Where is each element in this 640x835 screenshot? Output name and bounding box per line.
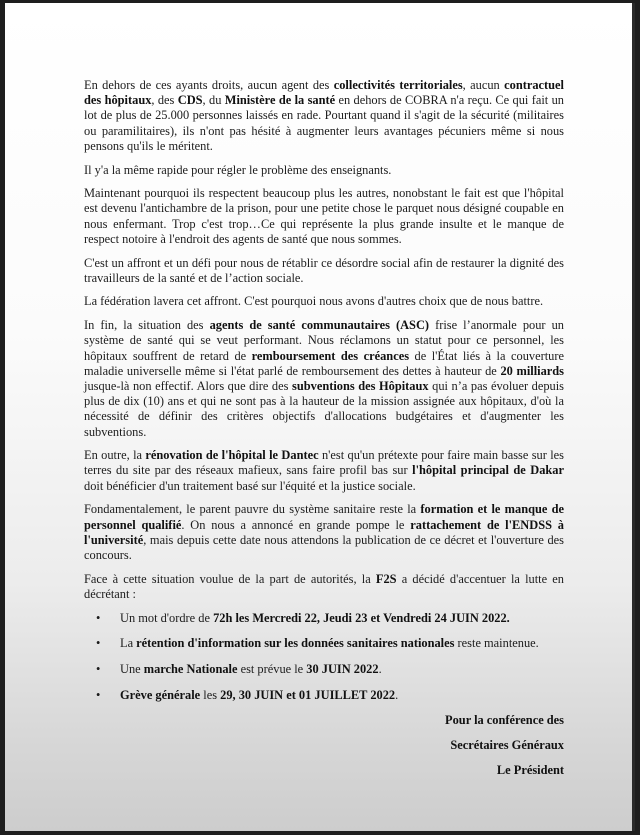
list-item [84, 688, 564, 703]
demands-list [84, 611, 564, 703]
text: . [395, 687, 399, 702]
bold-text: CDS [177, 93, 203, 108]
signature-line-secretaries: Secrétaires Généraux [450, 738, 564, 753]
bullet-icon: • [96, 636, 101, 651]
text: de l'État liés à la couverture maladie universelle même si l'état parlé de remboursement des dettes à hauteur de [84, 348, 564, 378]
text: a décidé d'accentuer la lutte en décrétant : [84, 571, 564, 601]
text: Un mot d'ordre de [120, 610, 214, 625]
text: en dehors de COBRA n'a reçu. Ce qui fait un lot de plus de 25.000 personnes laissés en rade. Pourtant quand il s'agit de la sécurité (militaires ou paramilitaires), ils n'ont pas hésité à augmenter leurs avantages pécuniers même si nous pensons qu'ils le méritent. [84, 93, 564, 153]
list-item [84, 662, 564, 677]
bold-text: Ministère de la santé [224, 93, 336, 108]
text: Une [120, 662, 144, 676]
text: . On nous a annoncé en grande pompe le [181, 517, 411, 532]
text: Fondamentalement, le parent pauvre du système sanitaire reste la [84, 502, 421, 517]
paragraph [84, 572, 564, 602]
paragraph [84, 78, 564, 154]
paragraph [84, 256, 564, 286]
bold-text: agents de santé communautaires (ASC) [209, 318, 430, 333]
bold-text: 20 milliards [500, 363, 564, 378]
text: La [120, 636, 137, 651]
text: . [378, 662, 382, 676]
bold-text: rétention d'information sur les données sanitaires nationales [136, 636, 455, 651]
text: , du [202, 93, 225, 108]
text: n'est qu'un prétexte pour faire main basse sur les terres du site par des réseaux mafieux, sans faire profil bas sur [84, 448, 564, 478]
text: , des [151, 93, 178, 108]
bold-text: 30 JUIN 2022 [306, 662, 379, 676]
text: doit bénéficier d'un traitement basé sur l'équité et la justice sociale. [84, 478, 416, 493]
text: En dehors de ces ayants droits, aucun agent des [84, 78, 334, 92]
bold-text: contractuel des hôpitaux [84, 78, 564, 108]
text: , mais depuis cette date nous attendons la publication de ce décret et l'ouverture des concours. [84, 532, 564, 562]
paragraph [84, 448, 564, 494]
document-page [5, 3, 635, 831]
signature-line-conference: Pour la conférence des [445, 713, 564, 728]
list-item [84, 611, 564, 626]
text: C'est un affront et un défi pour nous de rétablir ce désordre social afin de restaurer la dignité des travailleurs de la santé et de l’action sociale. [84, 255, 564, 285]
paragraph [84, 502, 564, 563]
list-item [84, 636, 564, 651]
bullet-icon: • [96, 610, 101, 625]
text: La fédération lavera cet affront. C'est pourquoi nous avons d'autres choix que de nous battre. [84, 294, 544, 309]
bold-text: formation et le manque de personnel qualifié [84, 502, 564, 532]
text: les [200, 687, 221, 702]
signature-line-president: Le Président [496, 762, 564, 777]
bold-text: 72h les Mercredi 22, Jeudi 23 et Vendredi 24 JUIN 2022. [213, 610, 510, 625]
bold-text: F2S [375, 571, 397, 586]
text: frise l’anormale pour un système de santé qui se veut performant. Nous réclamons un statut pour ce personnel, les hôpitaux souffrent de retard de [84, 318, 564, 363]
bullet-icon: • [96, 687, 101, 702]
bullet-icon: • [96, 662, 101, 676]
signature-block [84, 713, 564, 793]
bold-text: 29, 30 JUIN et 01 JUILLET 2022 [220, 687, 396, 702]
bold-text: rénovation de l'hôpital le Dantec [145, 448, 319, 463]
bold-text: rattachement de l'ENDSS à l'université [84, 517, 564, 547]
bold-text: remboursement des créances [251, 348, 410, 363]
paragraph [84, 294, 564, 309]
text: Il y'a la même rapide pour régler le problème des enseignants. [84, 162, 392, 177]
text: qui n’a pas évoluer depuis plus de dix (10) ans et qui ne sont pas à la hauteur de la mission assignée aux hôpitaux, d'où la nécessité de définir des critères objectifs d'allocations budgétaires et d'augmenter les subventions. [84, 378, 564, 439]
text: , aucun [462, 78, 505, 92]
bold-text: l'hôpital principal de Dakar [412, 463, 564, 478]
text: reste maintenue. [454, 636, 539, 651]
text: Maintenant pourquoi ils respectent beaucoup plus les autres, nonobstant le fait est que l'hôpital est devenu l'antichambre de la prison, pour une petite chose le parquet nous désigné coupable en nous enfermant. Trop c'est trop…Ce qui représente la plus grande insulte et le manque de respect notoire à l'endroit des agents de santé que nous sommes. [84, 186, 564, 246]
bold-text: collectivités territoriales [333, 78, 463, 92]
bold-text: subventions des Hôpitaux [292, 378, 429, 393]
text: est prévue le [237, 662, 307, 676]
text: En outre, la [84, 448, 146, 463]
paragraph [84, 318, 564, 440]
bold-text: marche Nationale [143, 662, 238, 676]
document-body [84, 78, 564, 793]
text: jusque-là non effectif. Alors que dire des [84, 378, 293, 393]
paragraphs [84, 78, 564, 602]
paragraph [84, 186, 564, 247]
text: In fin, la situation des [84, 318, 210, 333]
paragraph [84, 163, 564, 178]
text: Face à cette situation voulue de la part de autorités, la [84, 571, 376, 586]
bold-text: Grève générale [120, 687, 201, 702]
